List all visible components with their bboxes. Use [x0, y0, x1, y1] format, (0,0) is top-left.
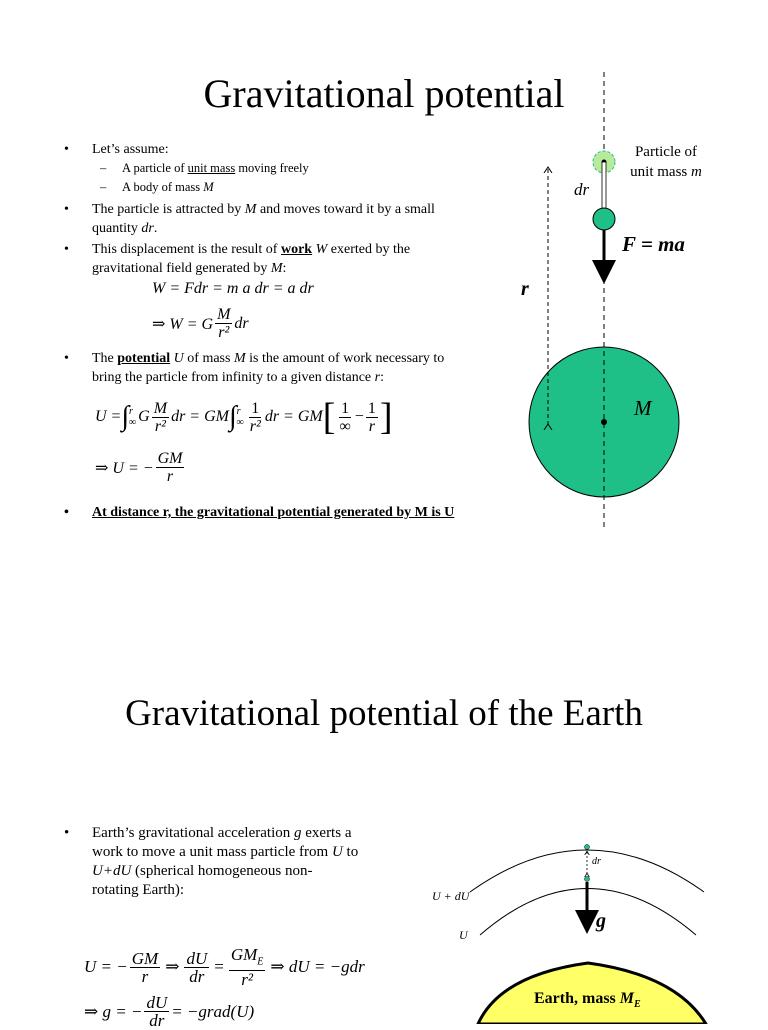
label-g: g [596, 910, 606, 932]
point-upper [585, 845, 590, 850]
label-earth-mass: Earth, mass $M_E$ [534, 990, 641, 1011]
bullet-potential: • The potential U of mass M is the amount of work necessary to bring the particle from infinity to a given distance r: [64, 351, 445, 385]
label-u-du: U + dU [432, 889, 470, 903]
sub-bullet-particle: – A particle of unit mass moving freely [100, 161, 309, 175]
equation-work: W = Fdr = m a dr = a dr [152, 280, 314, 297]
equation-potential: ⇒ U = − $\frac{GM}{r}$ [95, 450, 183, 485]
bullet-assume: • Let’s assume: [64, 142, 169, 157]
equation-gradient: ⇒ g = − $\frac{dU}{dr}$ = −grad(U) [84, 993, 255, 1030]
point-lower [585, 877, 590, 882]
label-mass-m: M [634, 396, 652, 420]
sub-bullet-body: – A body of mass M [100, 180, 214, 194]
bullet-attracted: • The particle is attracted by M and moves toward it by a small quantity dr. [64, 202, 435, 236]
equation-work-gravity: ⇒ W = G $\frac{M}{\text{r²}}$ dr [152, 306, 249, 341]
slide2-title: Gravitational potential of the Earth [125, 693, 643, 734]
label-u: U [459, 928, 468, 942]
equation-earth-potential: U = − $\frac{GM}{r}$ ⇒ $\frac{dU}{dr}$ = $\frac{GM_E}{\text{r²}}$ ⇒ dU = −gdr [84, 945, 365, 990]
label-r: r [521, 278, 529, 300]
label-force: F = ma [622, 232, 685, 256]
label-dr: dr [574, 180, 590, 199]
bullet-conclusion: • At distance r, the gravitational potential generated by M is U [64, 505, 455, 520]
bullet-work: • This displacement is the result of work W exerted by the gravitational field generated by M: [64, 242, 411, 276]
slide1-title: Gravitational potential [203, 71, 565, 116]
particle-label: Particle of unit mass m [630, 144, 702, 180]
label-dr-earth: dr [592, 856, 601, 867]
equation-potential-integral: U = ∫ r ∞ G $\frac{M}{\text{r²}}$ dr = GM ∫ r ∞ $\frac{1}{\text{r²}}$ dr = GM [ $\frac{1}{\infty}$ − $\frac{1}{r}$ ] [95, 396, 393, 438]
bullet-earth-work: • Earth’s gravitational acceleration g exerts a work to move a unit mass particle from U to U+dU (spherical homogeneous non- rotating Earth): [64, 825, 359, 898]
